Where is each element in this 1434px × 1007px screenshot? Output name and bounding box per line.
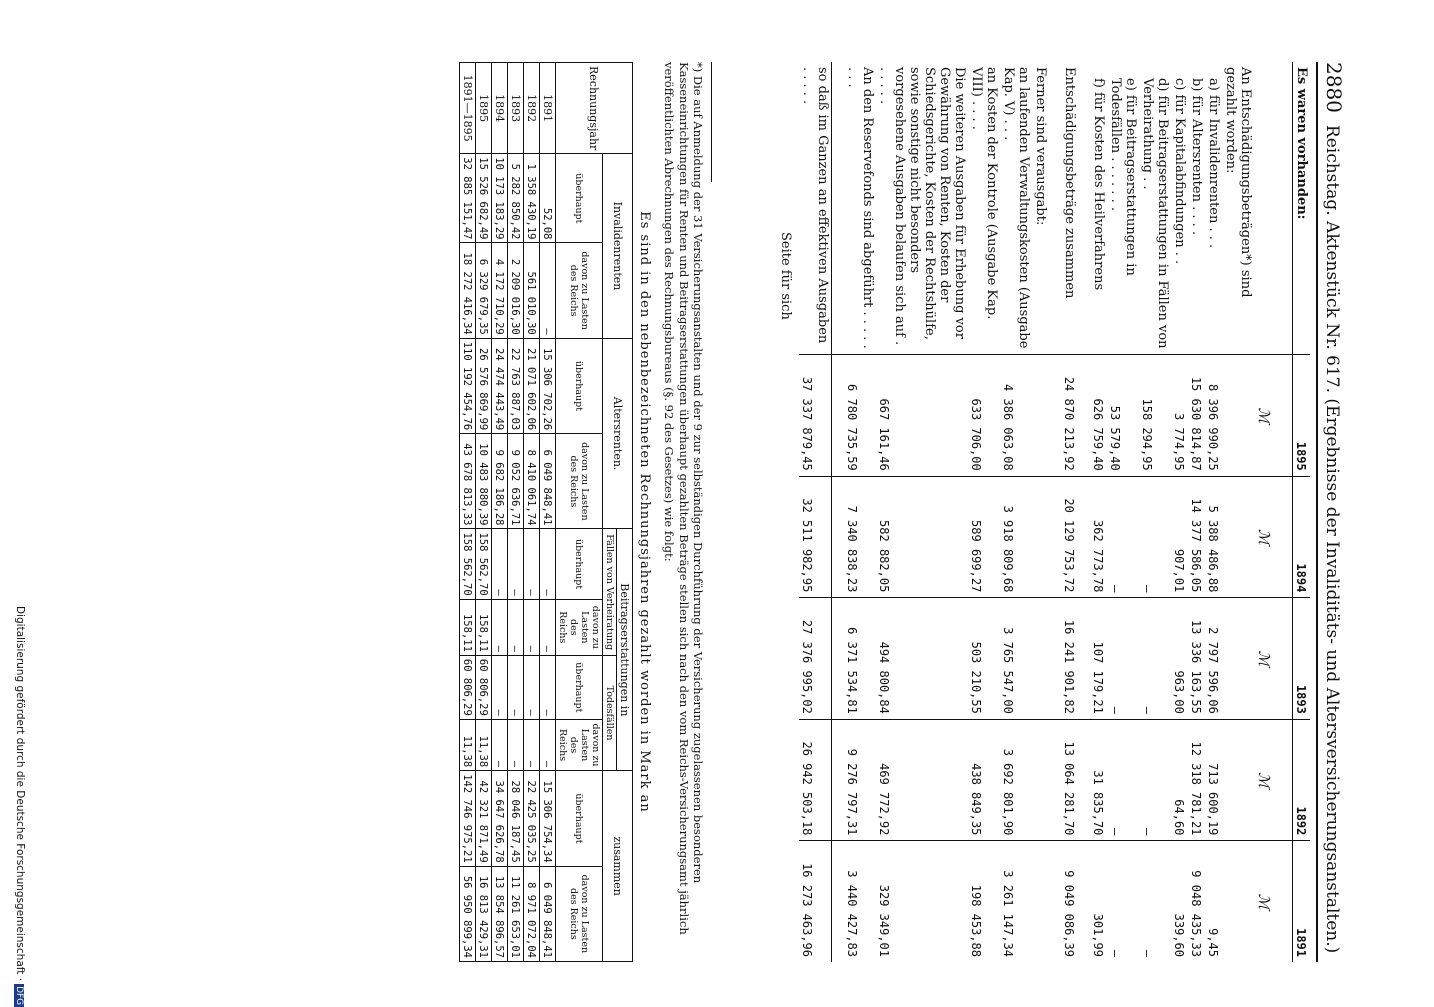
value-cell: —: [523, 655, 539, 719]
value-cell: 4 386 063,08: [1000, 355, 1032, 477]
value-cell: 494 800,84: [876, 598, 968, 720]
value-cell: —: [1139, 598, 1171, 720]
year-header-row: [1293, 62, 1311, 962]
value-cell: 158 562,70: [475, 529, 491, 599]
table-row: [491, 63, 507, 962]
row-label: c) für Kapitalabfindungen . .: [1172, 78, 1187, 265]
year-cell: 1894: [491, 63, 507, 154]
value-cell: 713 600,19: [1205, 719, 1222, 841]
row-label: a) für Invalidenrenten . . .: [1206, 78, 1221, 249]
value-cell: 13 336 163,55: [1188, 598, 1205, 720]
value-cell: 633 706,00: [968, 355, 1000, 477]
value-cell: —: [507, 599, 523, 655]
row-label: f) für Kosten des Heilverfahrens: [1091, 78, 1106, 291]
value-cell: 6 780 735,59: [844, 355, 876, 477]
value-cell: 9 048 435,33: [1188, 841, 1205, 962]
value-cell: —: [1139, 719, 1171, 841]
value-cell: —: [1107, 598, 1139, 720]
table-row: [459, 63, 475, 962]
sub-total: überhaupt: [555, 338, 602, 434]
unit-cell: ℳ: [1254, 476, 1293, 598]
value-cell: 12 318 781,21: [1188, 719, 1205, 841]
group-beitrag: Beitragserstattungen in: [616, 529, 632, 771]
value-cell: 561 010,30: [523, 243, 539, 338]
year-1891: 1891: [1293, 841, 1311, 962]
unit-cell: ℳ: [1254, 719, 1293, 841]
row-label: An den Reservefonds sind abgeführt . . . . . . . .: [845, 67, 875, 349]
value-cell: 1 358 430,19: [523, 154, 539, 243]
running-header: [1316, 62, 1346, 962]
value-cell: 469 772,92: [876, 719, 968, 841]
sub-total: überhaupt: [555, 154, 602, 243]
value-cell: 15 630 814,87: [1188, 355, 1205, 477]
row-label: an Kosten der Kontrole (Ausgabe Kap. VIII) . . . .: [969, 67, 999, 320]
value-cell: —: [1107, 476, 1139, 598]
value-cell: 14 377 586,05: [1188, 476, 1205, 598]
value-cell: 2 209 016,30: [507, 243, 523, 338]
results-table: [799, 62, 1310, 962]
sum-row: Entschädigungsbeträge zusammen 24 870 213,92 20 129 753,72 16 241 901,82 13 064 281,70 9 049 086,39: [1061, 62, 1078, 962]
group-zusammen: zusammen: [602, 771, 632, 962]
value-cell: 52,08: [539, 154, 555, 243]
value-cell: 10 483 880,39: [475, 434, 491, 529]
value-cell: 582 882,05: [876, 476, 968, 598]
unit-cell: ℳ: [1254, 355, 1293, 477]
value-cell: 22 425 035,25: [523, 771, 539, 867]
document-page: [459, 62, 1346, 962]
value-cell: 18 272 416,34: [459, 243, 475, 338]
value-cell: 28 046 187,45: [507, 771, 523, 867]
table-row: [523, 63, 539, 962]
value-cell: 6 329 679,35: [475, 243, 491, 338]
value-cell: 16 813 429,31: [475, 866, 491, 961]
value-cell: —: [539, 719, 555, 770]
table-row: [539, 63, 555, 962]
value-cell: 107 179,21: [1090, 598, 1107, 720]
value-cell: 6 049 848,41: [539, 866, 555, 961]
value-cell: 667 161,46: [876, 355, 968, 477]
year-cell: 1895: [475, 63, 491, 154]
value-cell: —: [1139, 476, 1171, 598]
group-todesfaelle: Todesfällen: [602, 655, 616, 770]
table-row: [1090, 62, 1107, 962]
value-cell: —: [523, 599, 539, 655]
year-1893: 1893: [1293, 598, 1311, 720]
value-cell: 11,38: [475, 719, 491, 770]
table-row: [876, 62, 968, 962]
seite-note: Seite für sich: [778, 232, 793, 320]
table-row: [507, 63, 523, 962]
sub-reich: davon zu Lasten des Reichs: [555, 719, 602, 770]
value-cell: 56 950 899,34: [459, 866, 475, 961]
value-cell: 4 172 710,29: [491, 243, 507, 338]
group-verheiratung: Fällen von Verheiratung: [602, 529, 616, 655]
value-cell: 64,60: [1171, 719, 1188, 841]
value-cell: 6 049 848,41: [539, 434, 555, 529]
dfg-logo: DFG: [14, 986, 24, 1006]
payments-table: [459, 62, 633, 962]
unit-row: [1254, 62, 1293, 962]
value-cell: 158 562,70: [459, 529, 475, 599]
value-cell: 60 806,29: [459, 655, 475, 719]
value-cell: —: [523, 719, 539, 770]
value-cell: 301,99: [1090, 841, 1107, 962]
year-1892: 1892: [1293, 719, 1311, 841]
value-cell: 626 759,40: [1090, 355, 1107, 477]
value-cell: —: [491, 655, 507, 719]
value-cell: —: [539, 599, 555, 655]
table-row: [1139, 62, 1171, 962]
value-cell: 11 261 653,01: [507, 866, 523, 961]
year-cell: 1891—1895: [459, 63, 475, 154]
sub-total: überhaupt: [555, 771, 602, 867]
value-cell: 32 885 151,47: [459, 154, 475, 243]
value-cell: —: [491, 599, 507, 655]
year-cell: 1893: [507, 63, 523, 154]
table-row: [1188, 62, 1205, 962]
value-cell: —: [539, 529, 555, 599]
value-cell: 8 410 061,74: [523, 434, 539, 529]
value-cell: —: [539, 243, 555, 338]
value-cell: 31 835,70: [1090, 719, 1107, 841]
col-year: Rechnungsjahr: [555, 63, 632, 154]
value-cell: 26 576 869,99: [475, 338, 491, 434]
unit-cell: ℳ: [1254, 841, 1293, 962]
section-a-heading: An Entschädigungsbeträgen*) sind gezahlt worden:: [1222, 62, 1254, 962]
value-cell: 110 192 454,76: [459, 338, 475, 434]
value-cell: 158 294,95: [1139, 355, 1171, 477]
value-cell: —: [1107, 841, 1139, 962]
value-cell: 9 276 797,31: [844, 719, 876, 841]
value-cell: 15 526 682,49: [475, 154, 491, 243]
group-invalid: Invalidenrenten: [602, 154, 632, 338]
value-cell: 589 699,27: [968, 476, 1000, 598]
value-cell: 24 474 443,49: [491, 338, 507, 434]
value-cell: 53 579,40: [1107, 355, 1139, 477]
value-cell: —: [491, 719, 507, 770]
group-alters: Altersrenten.: [602, 338, 632, 529]
value-cell: —: [507, 529, 523, 599]
value-cell: 10 173 183,29: [491, 154, 507, 243]
value-cell: —: [491, 529, 507, 599]
value-cell: 3 692 801,90: [1000, 719, 1032, 841]
value-cell: 438 849,35: [968, 719, 1000, 841]
row-label: b) für Altersrenten . . . .: [1189, 78, 1204, 236]
unit-cell: ℳ: [1254, 598, 1293, 720]
table-row: [968, 62, 1000, 962]
value-cell: 3 261 147,34: [1000, 841, 1032, 962]
value-cell: 5 388 486,88: [1205, 476, 1222, 598]
row-label: an laufenden Verwaltungskosten (Ausgabe Kap. V) . . .: [1001, 67, 1031, 349]
year-cell: 1891: [539, 63, 555, 154]
table-row: [1107, 62, 1139, 962]
value-cell: 15 306 754,34: [539, 771, 555, 867]
table-row: [844, 62, 876, 962]
value-cell: 362 773,78: [1090, 476, 1107, 598]
year-1895: 1895: [1293, 355, 1311, 477]
value-cell: —: [507, 655, 523, 719]
value-cell: 13 854 896,57: [491, 866, 507, 961]
subheader-row: [555, 63, 602, 962]
value-cell: 198 453,88: [968, 841, 1000, 962]
value-cell: 6 371 534,81: [844, 598, 876, 720]
value-cell: 963,00: [1171, 598, 1188, 720]
table2-body: [459, 63, 555, 962]
value-cell: 158,11: [459, 599, 475, 655]
footnote-rule: [707, 62, 712, 182]
value-cell: 329 349,01: [876, 841, 968, 962]
value-cell: 15 306 702,26: [539, 338, 555, 434]
value-cell: 3 774,95: [1171, 355, 1188, 477]
value-cell: 9,45: [1205, 841, 1222, 962]
header-title: Reichstag. Aktenstück Nr. 617. (Ergebnisse der Invaliditäts- und Altersversicherungsanstalten.): [1322, 124, 1342, 954]
value-cell: 3 765 547,00: [1000, 598, 1032, 720]
section-b-rows: [844, 62, 1032, 962]
value-cell: —: [523, 529, 539, 599]
year-cell: 1892: [523, 63, 539, 154]
value-cell: 7 340 838,23: [844, 476, 876, 598]
footnote: *) Die auf Anmeldung der 31 Versicherungsanstalten und der 9 zur selbständigen Durchführung der Versicherung zugelassenen besonderen Kasseneinrichtungen für Renten und Beitragserstattungen überhaupt gezahlten Beträge stellen sich nach den vom Reichs-Versicherungsamt jährlich veröffentlichten Abrechnungen des Rechnungsbureaus (§. 92 des Gesetzes) wie folgt:: [662, 62, 705, 935]
value-cell: 9 052 636,71: [507, 434, 523, 529]
value-cell: 339,60: [1171, 841, 1188, 962]
sub-total: überhaupt: [555, 655, 602, 719]
value-cell: 5 282 850,42: [507, 154, 523, 243]
digitization-credit: Digitalisierung gefördert durch die Deutsche Forschungsgemeinschaft ·DFG: [14, 606, 26, 1006]
table-row: [1171, 62, 1188, 962]
row-label: d) für Beitragserstattungen in Fällen von Verheirathung . .: [1140, 78, 1170, 349]
value-cell: 8 396 990,25: [1205, 355, 1222, 477]
section-b-heading: Ferner sind verausgabt:: [1032, 62, 1049, 962]
sub-reich: davon zu Lasten des Reichs: [555, 866, 602, 961]
section-a-rows: [1090, 62, 1222, 962]
value-cell: 22 763 887,03: [507, 338, 523, 434]
table-row: [1205, 62, 1222, 962]
sub-reich: davon zu Lasten des Reichs: [555, 599, 602, 655]
value-cell: —: [1107, 719, 1139, 841]
value-cell: 907,01: [1171, 476, 1188, 598]
value-cell: 21 071 602,06: [523, 338, 539, 434]
total-row: so daß im Ganzen an effektiven Ausgaben . . . . . 37 337 879,45 32 511 982,95 27 376 995,02 26 942 503,18 16 273 463,96: [799, 62, 832, 962]
value-cell: 158,11: [475, 599, 491, 655]
value-cell: 43 678 813,33: [459, 434, 475, 529]
value-cell: 3 440 427,83: [844, 841, 876, 962]
sub-reich: davon zu Lasten des Reichs: [555, 243, 602, 338]
page-number: 2880: [1322, 62, 1346, 113]
head-label: Es waren vorhanden:: [1293, 62, 1311, 355]
value-cell: 3 918 809,68: [1000, 476, 1032, 598]
row-label: Die weiteren Ausgaben für Erhebung vor Gewährung von Renten, Kosten der Schiedsgerichte, Kosten der Rechtshülfe, sowie sonstige nicht besonders vorgesehene Ausgaben belaufen sich auf . . . . . .: [877, 67, 967, 346]
table-row: [475, 63, 491, 962]
value-cell: 60 806,29: [475, 655, 491, 719]
row-label: e) für Beitragserstattungen in Todesfällen . . . . . . .: [1108, 78, 1138, 276]
year-1894: 1894: [1293, 476, 1311, 598]
value-cell: 9 682 186,28: [491, 434, 507, 529]
table2-caption: Es sind in den nebenbezeichneten Rechnungsjahren gezahlt worden in Mark an: [636, 211, 652, 813]
sub-total: überhaupt: [555, 529, 602, 599]
value-cell: —: [1139, 841, 1171, 962]
value-cell: —: [539, 655, 555, 719]
value-cell: 8 971 072,04: [523, 866, 539, 961]
sub-reich: davon zu Lasten des Reichs: [555, 434, 602, 529]
table-row: [1000, 62, 1032, 962]
value-cell: 503 210,55: [968, 598, 1000, 720]
value-cell: 34 647 626,78: [491, 771, 507, 867]
value-cell: —: [507, 719, 523, 770]
value-cell: 2 797 596,06: [1205, 598, 1222, 720]
value-cell: 142 746 975,21: [459, 771, 475, 867]
value-cell: 11,38: [459, 719, 475, 770]
value-cell: 42 321 871,49: [475, 771, 491, 867]
